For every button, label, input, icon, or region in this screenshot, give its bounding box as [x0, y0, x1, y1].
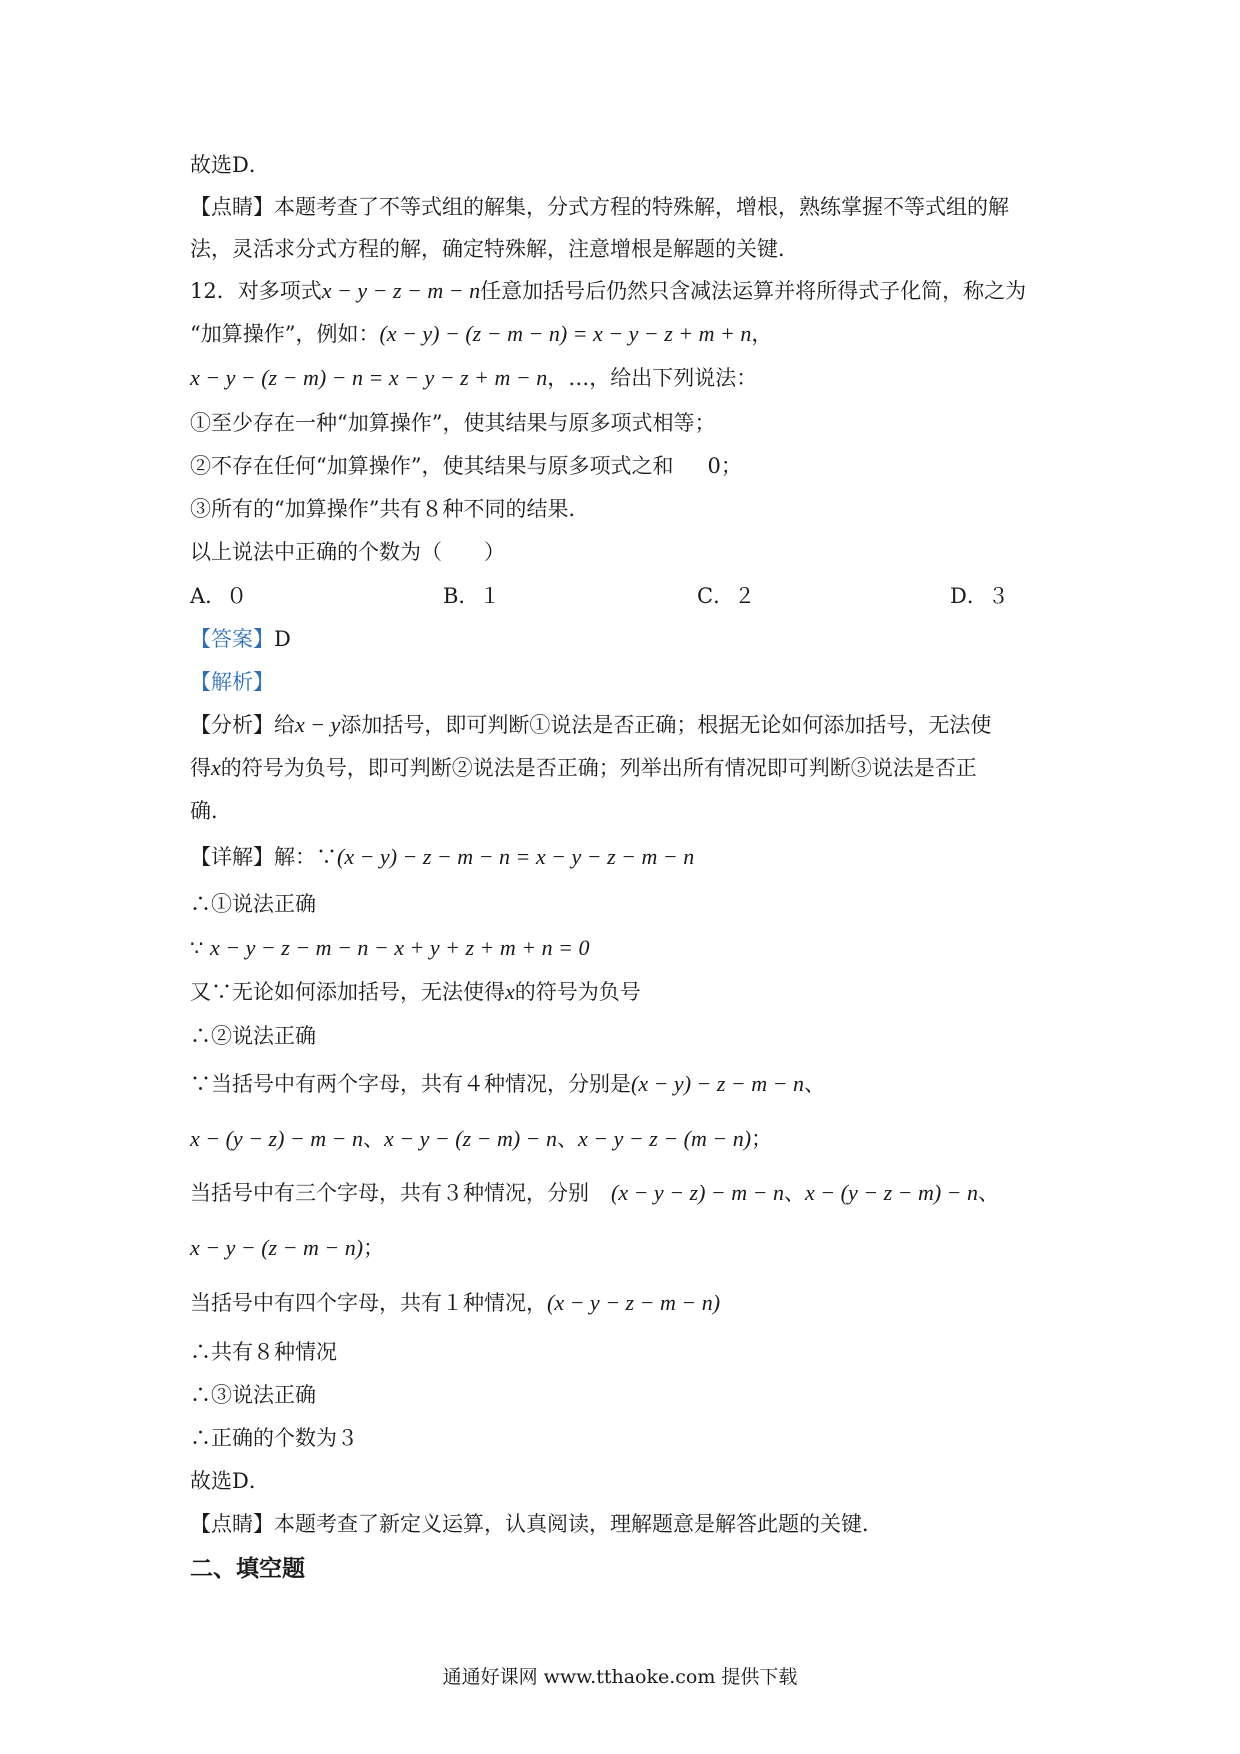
detail-line-1	[190, 842, 694, 872]
text: 【分析】给	[190, 713, 295, 737]
math-expression: x − y − z − m − n − x + y + z + m + n = 0	[210, 935, 590, 960]
math-expression: x	[505, 979, 515, 1004]
detail-line-7	[190, 1124, 772, 1154]
math-expression: x − y	[295, 712, 341, 737]
text: 的符号为负号，即可判断②说法是否正确；列举出所有情况即可判断③说法是否正	[220, 756, 977, 780]
math-expression: (x − y) − z − m − n = x − y − z − m − n	[337, 844, 695, 869]
text: 又∵无论如何添加括号，无法使得	[190, 980, 505, 1004]
text: 任意加括号后仍然只含减法运算并将所得式子化简，称之为	[480, 279, 1027, 303]
conclusion-line-2: 故选D．	[190, 1469, 270, 1493]
analysis-line-3: 确．	[190, 799, 232, 823]
math-expression: (x − y) − z − m − n	[631, 1071, 805, 1096]
text: 0；	[707, 454, 742, 478]
math-expression: x − y − z − (m − n)	[578, 1126, 752, 1151]
text: 、	[363, 1127, 385, 1151]
comment-line: 【点睛】本题考查了不等式组的解集，分式方程的特殊解，增根，熟练掌握不等式组的解	[190, 195, 1009, 219]
text: ∵当括号中有两个字母，共有４种情况，分别是	[190, 1072, 631, 1096]
text: 、	[804, 1072, 826, 1096]
analysis-line-2	[190, 753, 977, 783]
option-a: A．０	[190, 584, 248, 608]
comment-line-2: 【点睛】本题考查了新定义运算，认真阅读，理解题意是解答此题的关键．	[190, 1512, 883, 1536]
analysis-label: 【解析】	[190, 670, 274, 694]
math-expression: x − y − (z − m − n)	[190, 1235, 364, 1260]
detail-line-2: ∴①说法正确	[190, 892, 316, 916]
text: 当括号中有三个字母，共有３种情况，分别	[190, 1181, 589, 1205]
text: 、	[784, 1181, 806, 1205]
detail-line-11: ∴共有８种情况	[190, 1340, 337, 1364]
text: ②不存在任何“加算操作”，使其结果与原多项式之和	[190, 454, 674, 478]
math-expression: (x − y) − (z − m − n) = x − y − z + m + n	[379, 321, 752, 346]
answer-line	[190, 624, 291, 654]
detail-line-12: ∴③说法正确	[190, 1383, 316, 1407]
text: 【详解】解：∵	[190, 845, 337, 869]
example-line-1	[190, 319, 772, 349]
text: ；	[751, 1127, 773, 1151]
text: 当括号中有四个字母，共有１种情况，	[190, 1291, 547, 1315]
detail-line-3	[190, 933, 589, 963]
text: ，…，给出下列说法：	[547, 366, 758, 390]
math-expression: x − (y − z − m) − n	[805, 1180, 979, 1205]
math-expression: x − y − (z − m) − n = x − y − z + m − n	[190, 365, 548, 390]
detail-line-8	[190, 1178, 999, 1208]
detail-line-6	[190, 1069, 825, 1099]
statement-3: ③所有的“加算操作”共有８种不同的结果．	[190, 497, 590, 521]
answer-value: D	[274, 627, 291, 651]
text: 得	[190, 756, 211, 780]
text: ；	[363, 1236, 385, 1260]
statement-2	[190, 451, 742, 481]
text: 、	[557, 1127, 579, 1151]
option-b: B．１	[443, 584, 501, 608]
detail-line-4	[190, 977, 641, 1007]
conclusion-line: 故选D．	[190, 153, 270, 177]
question-prompt: 以上说法中正确的个数为（ ）	[190, 540, 505, 564]
text: “加算操作”，例如：	[190, 322, 380, 346]
text: ∵	[190, 936, 211, 960]
section-heading: 二、填空题	[190, 1555, 305, 1582]
detail-line-10	[190, 1288, 720, 1318]
question-12-stem	[190, 276, 1026, 306]
page-footer: 通通好课网 www.tthaoke.com 提供下载	[442, 1666, 798, 1688]
detail-line-9	[190, 1233, 384, 1263]
text: 添加括号，即可判断①说法是否正确；根据无论如何添加括号，无法使	[340, 713, 992, 737]
analysis-line-1	[190, 710, 991, 740]
option-d: D．３	[950, 584, 1009, 608]
math-expression: (x − y − z − m − n)	[547, 1290, 721, 1315]
text: 、	[978, 1181, 1000, 1205]
detail-line-13: ∴正确的个数为３	[190, 1426, 358, 1450]
detail-line-5: ∴②说法正确	[190, 1024, 316, 1048]
text: 的符号为负号	[514, 980, 641, 1004]
comment-line-cont: 法，灵活求分式方程的解，确定特殊解，注意增根是解题的关键．	[190, 237, 799, 261]
math-expression: (x − y − z) − m − n	[611, 1180, 785, 1205]
text: 12．对多项式	[190, 279, 322, 303]
text: ，	[751, 322, 773, 346]
example-line-2	[190, 363, 757, 393]
math-expression: x − (y − z) − m − n	[190, 1126, 364, 1151]
math-expression: x	[211, 755, 221, 780]
math-expression: x − y − (z − m) − n	[384, 1126, 558, 1151]
math-expression: x − y − z − m − n	[321, 278, 481, 303]
answer-label: 【答案】	[190, 627, 274, 651]
option-c: C．２	[697, 584, 756, 608]
statement-1: ①至少存在一种“加算操作”，使其结果与原多项式相等；	[190, 411, 716, 435]
